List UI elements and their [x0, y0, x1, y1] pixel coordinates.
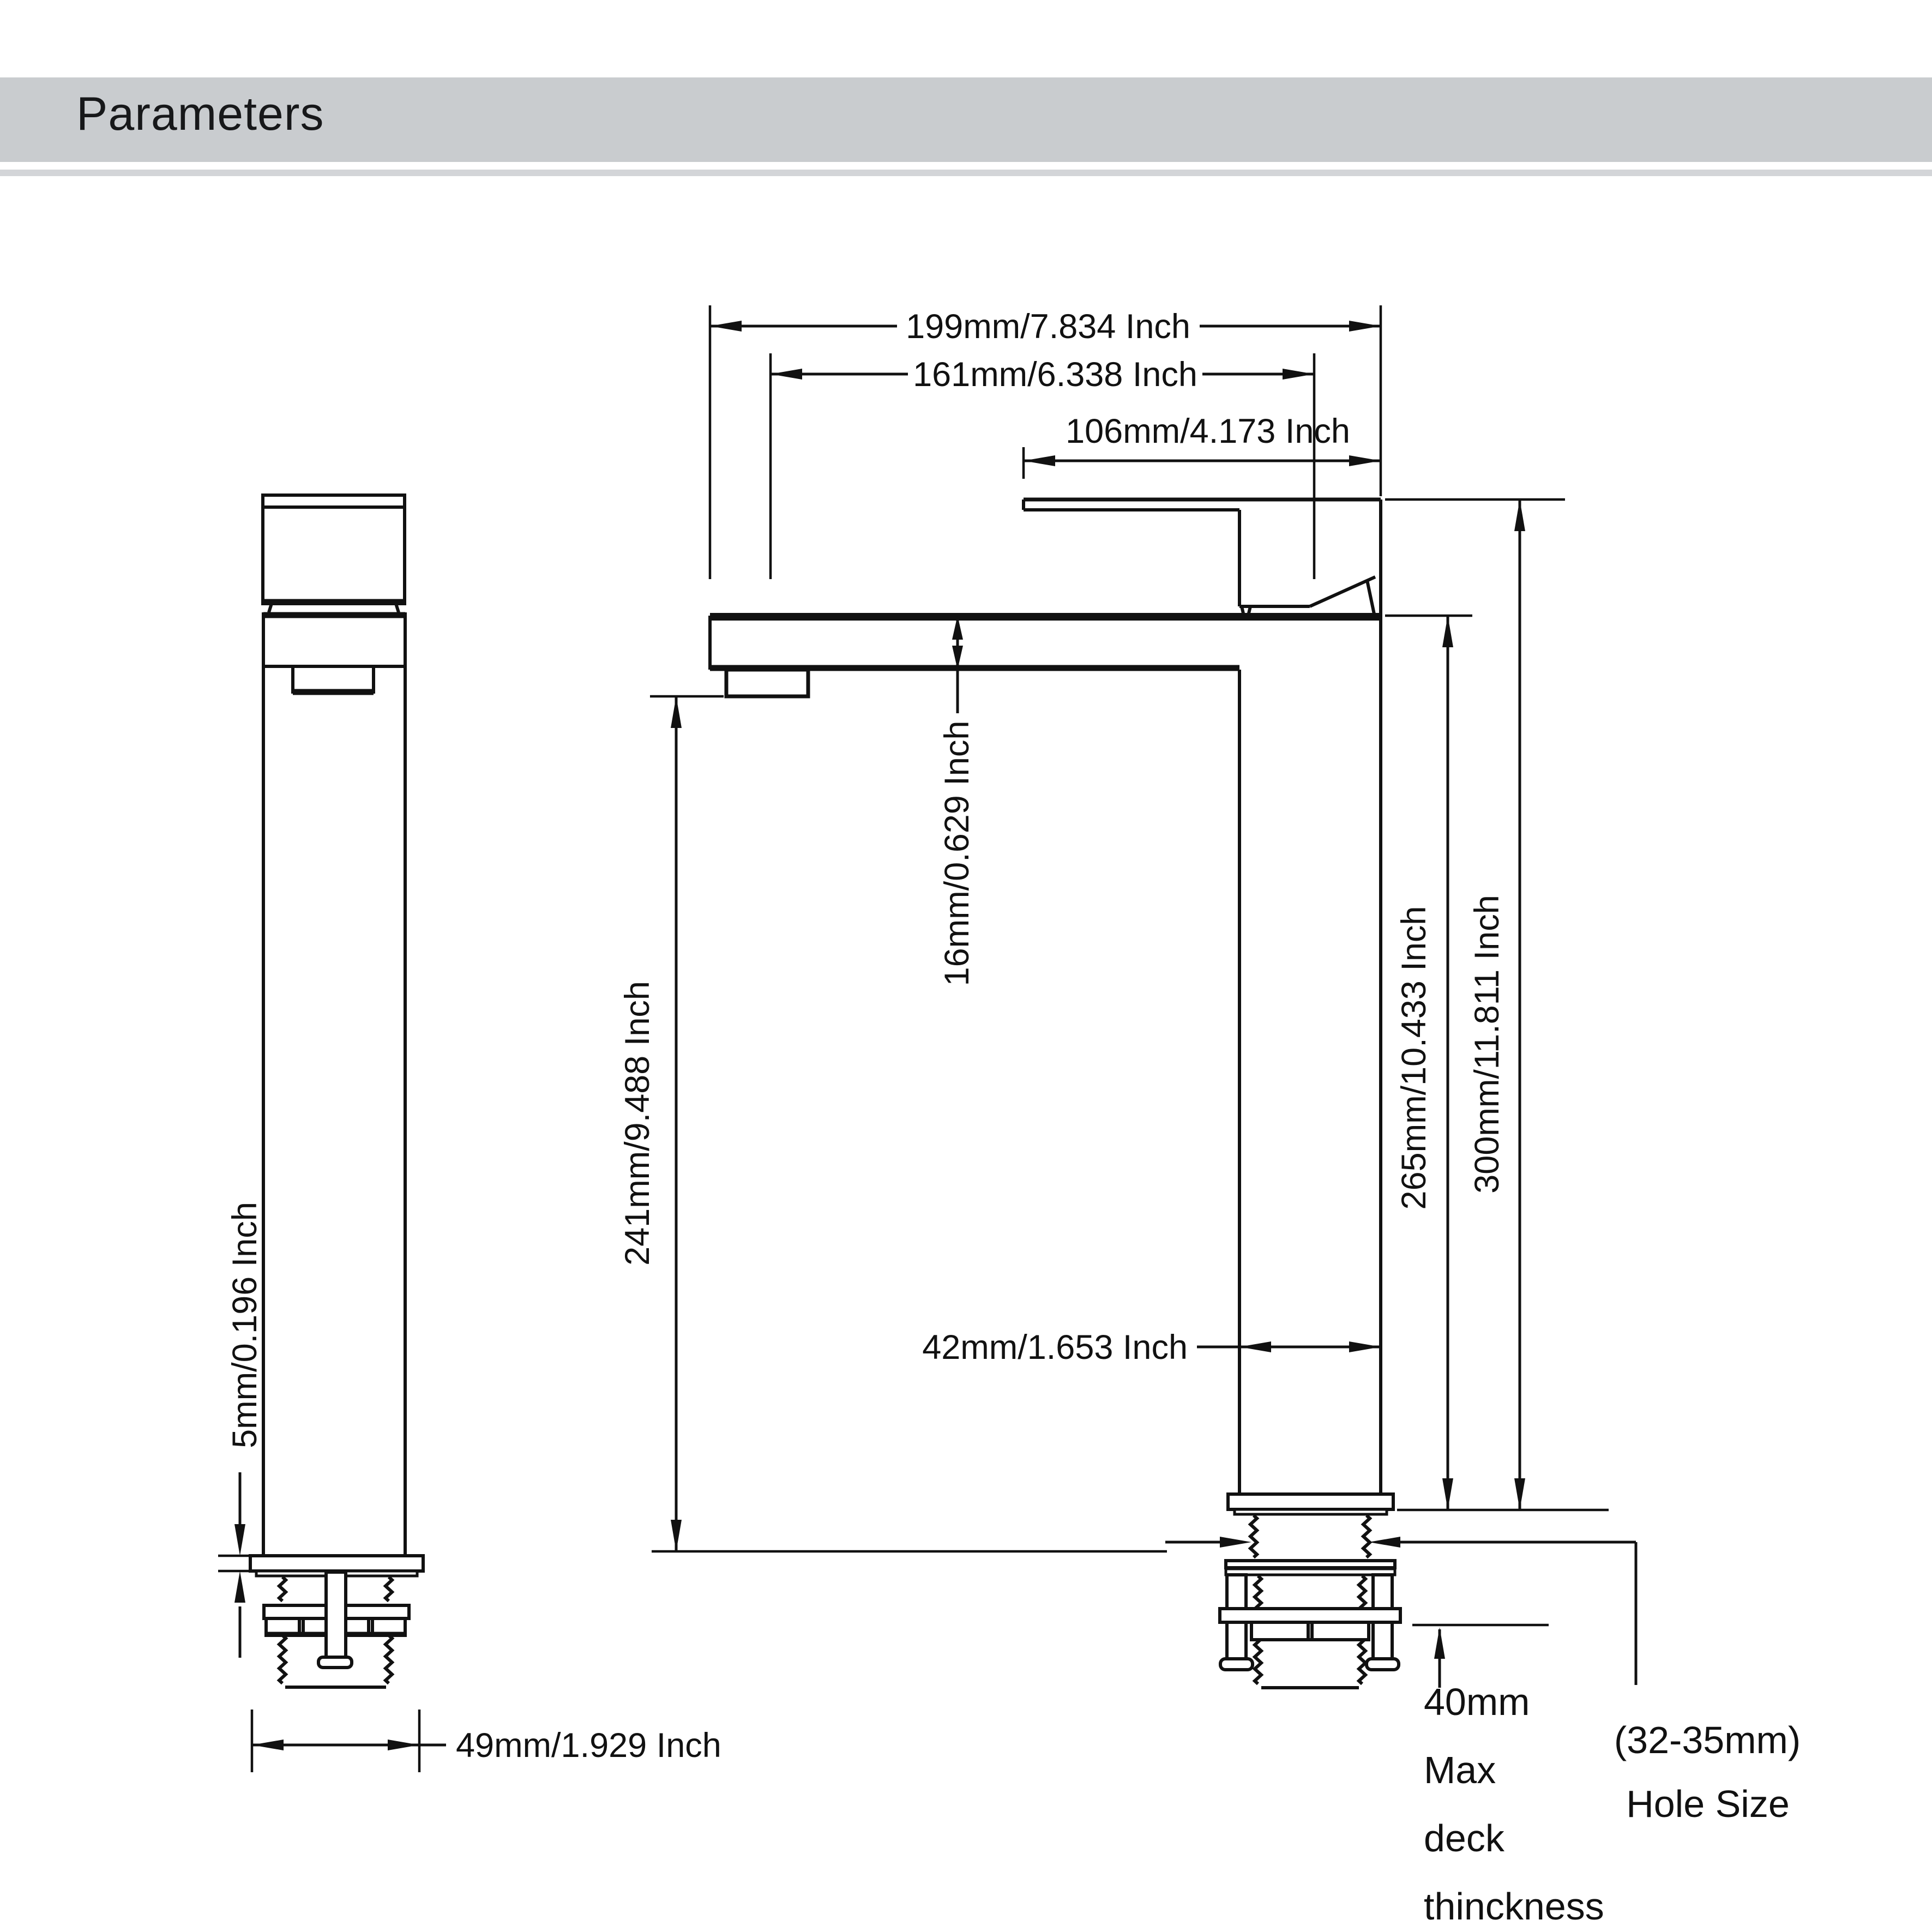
arrow-49-right — [388, 1740, 419, 1750]
note-40mm-line2: Max — [1424, 1749, 1496, 1791]
arrow-5-top — [234, 1524, 245, 1556]
dim-label-16: 16mm/0.629 Inch — [938, 720, 977, 986]
front-housing-chamfer — [1310, 577, 1375, 606]
note-40mm-line4: thinckness — [1424, 1885, 1604, 1928]
side-stud-foot — [318, 1657, 352, 1668]
dim-label-5: 5mm/0.196 Inch — [226, 1202, 264, 1448]
front-washer-plate-2 — [1226, 1569, 1395, 1575]
dim-label-49: 49mm/1.929 Inch — [456, 1726, 721, 1765]
front-nut-band — [1220, 1609, 1400, 1622]
arrow-241-bottom — [671, 1520, 682, 1551]
arrow-241-top — [671, 696, 682, 728]
note-hole-size-line2: Hole Size — [1626, 1783, 1790, 1825]
front-bolt-foot-left — [1220, 1659, 1253, 1670]
front-nut-body — [1251, 1622, 1369, 1640]
faucet-front-view — [710, 499, 1400, 1688]
arrow-300-bottom — [1514, 1478, 1525, 1510]
side-thread-lower-left — [279, 1635, 286, 1683]
arrow-265-top — [1442, 616, 1453, 647]
arrow-265-bottom — [1442, 1478, 1453, 1510]
front-handle-tip — [1367, 580, 1374, 614]
arrow-161-left — [771, 369, 802, 380]
arrow-42-right — [1349, 1341, 1381, 1352]
arrow-40 — [1434, 1627, 1445, 1659]
arrow-161-right — [1283, 369, 1314, 380]
front-flange-lip — [1235, 1509, 1387, 1514]
dim-label-161: 161mm/6.338 Inch — [913, 356, 1197, 394]
arrow-199-left — [710, 321, 742, 332]
page-title: Parameters — [76, 88, 324, 140]
front-thread-upper-left — [1250, 1515, 1257, 1557]
arrow-106-right — [1349, 455, 1381, 466]
arrow-hole-left — [1220, 1537, 1251, 1548]
note-40mm-line1: 40mm — [1424, 1681, 1530, 1723]
side-thread-upper-left — [279, 1577, 286, 1601]
side-stud — [326, 1572, 346, 1657]
front-bolt-foot-right — [1367, 1659, 1399, 1670]
front-thread-upper-right — [1363, 1515, 1370, 1557]
front-outlet-box — [726, 670, 808, 696]
arrow-hole-right — [1369, 1537, 1400, 1548]
faucet-side-view — [250, 495, 423, 1687]
front-washer-plate-1 — [1226, 1561, 1395, 1568]
side-handle-cap — [263, 495, 405, 604]
front-flange — [1228, 1494, 1393, 1509]
dim-label-199: 199mm/7.834 Inch — [906, 308, 1190, 346]
dim-label-265: 265mm/10.433 Inch — [1395, 906, 1434, 1210]
arrow-5-bottom — [234, 1571, 245, 1603]
arrow-300-top — [1514, 499, 1525, 531]
side-thread-lower-right — [386, 1635, 392, 1683]
note-hole-size-line1: (32-35mm) — [1614, 1719, 1801, 1761]
note-40mm-line3: deck — [1424, 1817, 1504, 1859]
side-thread-upper-right — [386, 1577, 392, 1601]
arrow-49-left — [252, 1740, 284, 1750]
side-flange — [250, 1556, 423, 1571]
dim-label-106: 106mm/4.173 Inch — [1066, 412, 1350, 450]
arrow-106-left — [1024, 455, 1055, 466]
arrow-42-left — [1239, 1341, 1271, 1352]
dim-label-42: 42mm/1.653 Inch — [922, 1328, 1188, 1367]
dim-label-300: 300mm/11.811 Inch — [1468, 895, 1507, 1194]
dimension-annotations — [218, 305, 1801, 1928]
dim-label-241: 241mm/9.488 Inch — [618, 981, 657, 1266]
arrow-199-right — [1349, 321, 1381, 332]
